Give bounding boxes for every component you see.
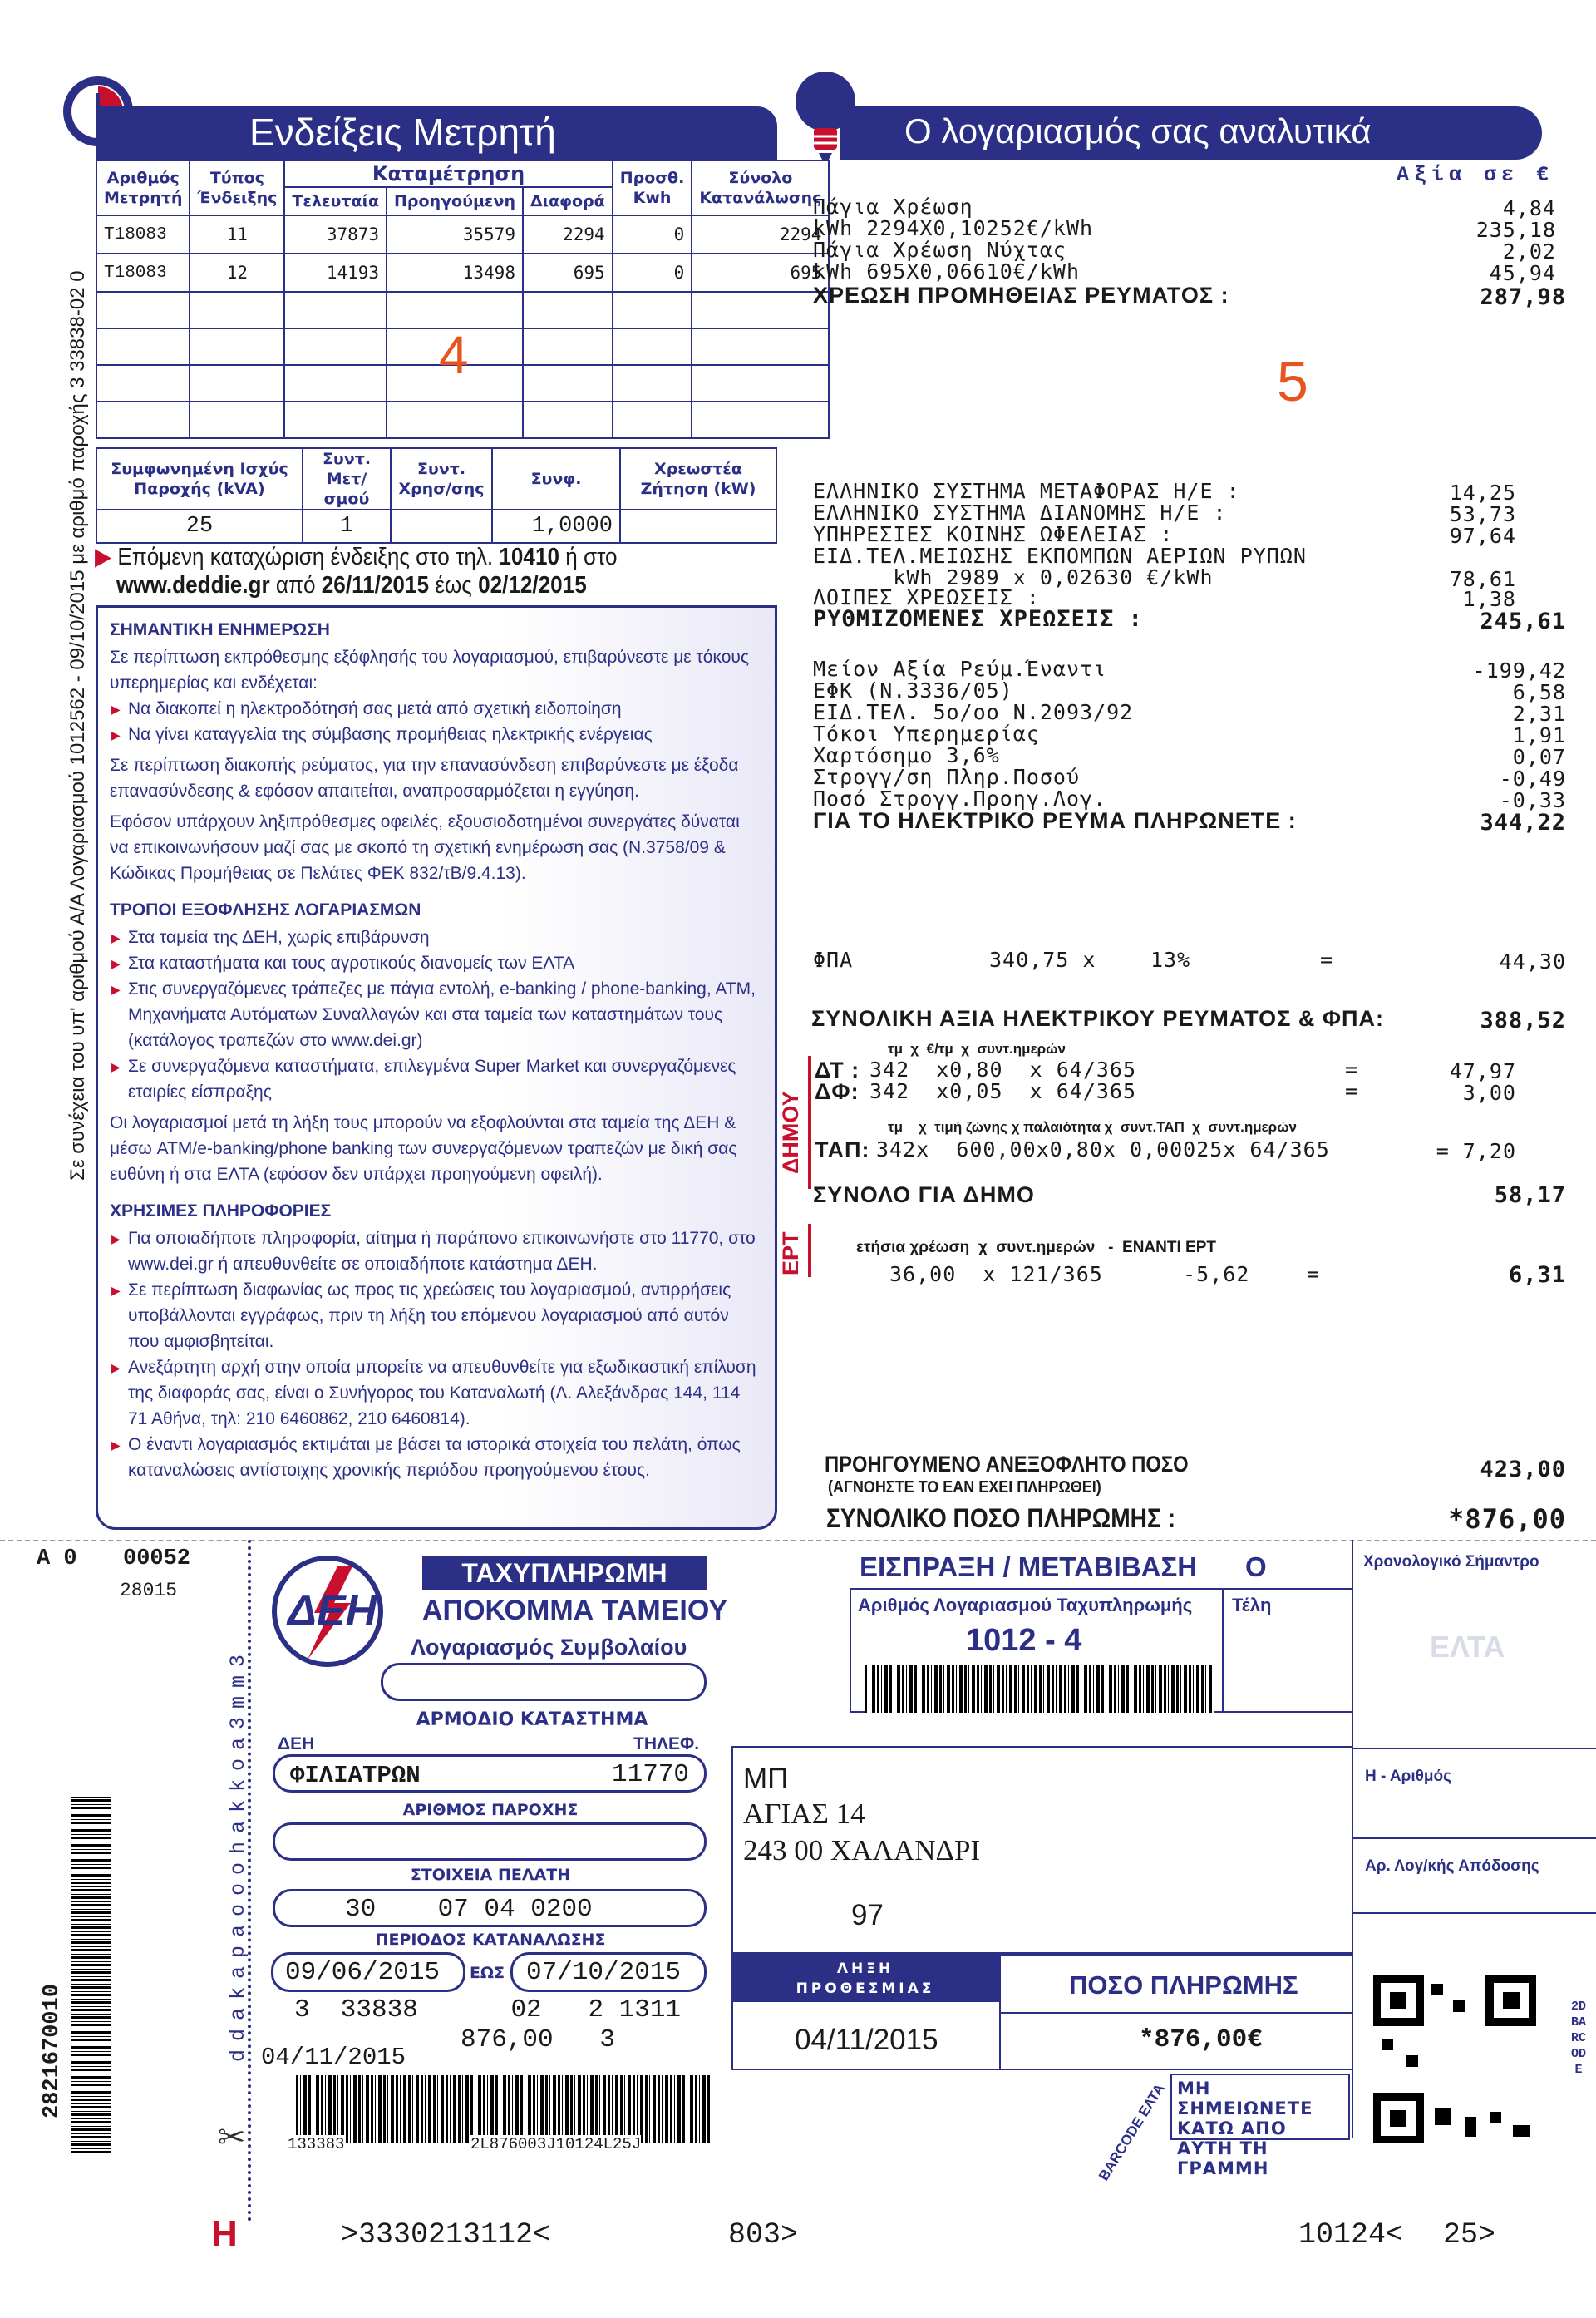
timestamp-label: Χρονολογικό Σήμαντρο bbox=[1363, 1553, 1539, 1571]
municipality-total: 58,17 bbox=[1494, 1182, 1566, 1208]
col-power-factor: Συνφ. bbox=[492, 448, 620, 510]
contract-label: Λογαριασμός Συμβολαίου bbox=[411, 1635, 687, 1660]
barcode-elta-label: BARCODE ΕΛΤΑ bbox=[1096, 2080, 1168, 2184]
side-reference-text: Σε συνέχεια του υπ' αριθμού Α/Α Λογαριασμού 1012562 - 09/10/2015 με αριθμό παροχής 3 33838-02 0 bbox=[66, 270, 89, 1181]
client-data-label: ΣΤΟΙΧΕΙΑ ΠΕΛΑΤΗ bbox=[410, 1866, 571, 1884]
supply-total-label: ΧΡΕΩΣΗ ΠΡΟΜΗΘΕΙΑΣ ΡΕΥΜΑΤΟΣ : bbox=[813, 283, 1229, 308]
issue-date: 04/11/2015 bbox=[261, 2044, 406, 2071]
value-header: Αξία σε € bbox=[1396, 163, 1554, 187]
regulated-total-label: ΡΥΘΜΙΖΟΜΕΝΕΣ ΧΡΕΩΣΕΙΣ : bbox=[813, 606, 1143, 632]
consumption-period-label: ΠΕΡΙΟΔΟΣ ΚΑΤΑΝΑΛΩΣΗΣ bbox=[375, 1931, 606, 1949]
next-reading-dates: www.deddie.gr από 26/11/2015 έως 02/12/2015 bbox=[116, 572, 587, 599]
store-label: ΑΡΜΟΔΙΟ ΚΑΤΑΣΤΗΜΑ bbox=[416, 1709, 648, 1730]
contract-parameters-table: Συμφωνημένη Ισχύς Παροχής (kVA) Συντ. Μετ/σμού Συντ. Χρησ/σης Συνφ. Χρεωστέα Ζήτηση (kW) 25 1 1,0000 bbox=[96, 447, 777, 544]
contract-account-field bbox=[381, 1663, 707, 1701]
qr-code bbox=[1373, 1975, 1536, 2143]
fees-separator bbox=[1222, 1588, 1224, 1713]
col-total-consumption: Σύνολο Κατανάλωσης bbox=[692, 160, 829, 215]
express-pay-banner: ΤΑΧΥΠΛΗΡΩΜΗ bbox=[422, 1556, 707, 1590]
col-usage-coef: Συντ. Χρησ/σης bbox=[391, 448, 492, 510]
previous-unpaid-label: ΠΡΟΗΓΟΥΜΕΝΟ ΑΝΕΞΟΦΛΗΤΟ ΠΟΣΟ bbox=[825, 1452, 1189, 1477]
ert-side-label: ΕΡΤ bbox=[778, 1231, 803, 1275]
address-line-2: ΑΓΙΑΣ 14 bbox=[743, 1798, 865, 1830]
grand-total-label: ΣΥΝΟΛΙΚΟ ΠΟΣΟ ΠΛΗΡΩΜΗΣ : bbox=[826, 1503, 1176, 1533]
receipt-no-divider bbox=[1352, 1837, 1596, 1839]
ert-bracket bbox=[808, 1224, 811, 1277]
h-mark: H bbox=[211, 2213, 238, 2254]
address-line-4: 97 bbox=[851, 1899, 884, 1931]
phone-label: ΤΗΛΕΦ. bbox=[633, 1734, 700, 1753]
code-line-2: 876,00 3 bbox=[461, 2025, 616, 2054]
meter-panel-header bbox=[96, 106, 777, 160]
store-field bbox=[273, 1754, 707, 1793]
scissors-icon: ✂ bbox=[218, 2118, 246, 2157]
collection-o: Ο bbox=[1245, 1551, 1267, 1582]
col-reading-type: Τύπος Ένδειξης bbox=[190, 160, 284, 215]
next-reading-line: ▶ Επόμενη καταχώριση ένδειξης στο τηλ. 10410 ή στο bbox=[95, 544, 618, 570]
vertical-left-code: 2821670010 bbox=[40, 1983, 65, 2118]
total-with-vat: 388,52 bbox=[1480, 1008, 1566, 1033]
previous-unpaid-note: (ΑΓΝΟΗΣΤΕ ΤΟ ΕΑΝ ΕΧΕΙ ΠΛΗΡΩΘΕΙ) bbox=[828, 1478, 1101, 1497]
no-mark-box: ΜΗ ΣΗΜΕΙΩΝΕΤΕ ΚΑΤΩ ΑΠΟ ΑΥΤΗ ΤΗ ΓΡΑΜΜΗ bbox=[1170, 2074, 1350, 2140]
notice-title: ΣΗΜΑΝΤΙΚΗ ΕΝΗΜΕΡΩΣΗ bbox=[110, 620, 330, 639]
ocr-code-2: 803> bbox=[728, 2218, 799, 2251]
arrow-right-icon: ▶ bbox=[95, 544, 112, 570]
barcode-text-2: 2L876003J10124L25J bbox=[470, 2135, 642, 2153]
store-phone: 11770 bbox=[611, 1760, 689, 1789]
municipality-total-label: ΣΥΝΟΛΟ ΓΙΑ ΔΗΜΟ bbox=[813, 1182, 1035, 1207]
address-line-3: 243 00 ΧΑΛΑΝΔΡΙ bbox=[743, 1834, 981, 1867]
analysis-title: Ο λογαριασμός σας αναλυτικά bbox=[904, 111, 1372, 150]
electricity-total: 344,22 bbox=[1480, 810, 1566, 836]
pay-amount-label: ΠΟΣΟ ΠΛΗΡΩΜΗΣ bbox=[1069, 1970, 1298, 2000]
cut-line-dotted bbox=[0, 1540, 1596, 1541]
slip-code-c: 28015 bbox=[120, 1580, 178, 1601]
ocr-code-3: 10124< bbox=[1298, 2218, 1404, 2251]
pay-amount-divider bbox=[999, 2012, 1352, 2014]
express-barcode bbox=[864, 1665, 1214, 1713]
col-previous: Προηγούμενη bbox=[387, 187, 523, 215]
slip-code-a: A 0 bbox=[37, 1546, 77, 1571]
section-number-5: 5 bbox=[1277, 350, 1308, 413]
analysis-header bbox=[840, 106, 1542, 160]
slip-left-separator bbox=[248, 1540, 251, 2222]
barcode-text-1: 133383 bbox=[288, 2135, 345, 2153]
col-added-kwh: Προσθ. Kwh bbox=[613, 160, 692, 215]
section-number-4: 4 bbox=[439, 325, 469, 385]
vat-value: 44,30 bbox=[1499, 949, 1566, 974]
table-row bbox=[96, 402, 829, 438]
express-number: 1012 - 4 bbox=[966, 1623, 1082, 1658]
electricity-total-label: ΓΙΑ ΤΟ ΗΛΕΚΤΡΙΚΟ ΡΕΥΜΑ ΠΛΗΡΩΝΕΤΕ : bbox=[813, 808, 1297, 833]
h-number-label: Η - Αριθμός bbox=[1365, 1768, 1452, 1785]
bottom-barcode bbox=[296, 2075, 715, 2143]
grand-total: *876,00 bbox=[1448, 1503, 1566, 1535]
due-date: 04/11/2015 bbox=[795, 2024, 938, 2056]
express-number-label: Αριθμός Λογαριασμού Ταχυπληρωμής bbox=[858, 1595, 1193, 1615]
address-line-1: ΜΠ bbox=[743, 1763, 789, 1795]
meter-panel-title: Ενδείξεις Μετρητή bbox=[249, 111, 556, 154]
col-demand: Χρεωστέα Ζήτηση (kW) bbox=[620, 448, 776, 510]
slip-code-b: 00052 bbox=[123, 1546, 191, 1571]
municipality-bracket bbox=[808, 1056, 811, 1189]
useful-info-title: ΧΡΗΣΙΜΕΣ ΠΛΗΡΟΦΟΡΙΕΣ bbox=[110, 1201, 332, 1221]
supply-total: 287,98 bbox=[1480, 284, 1566, 310]
period-to-field: 07/10/2015 bbox=[510, 1952, 707, 1992]
table-row bbox=[96, 292, 829, 328]
municipality-side-label: ΔΗΜΟΥ bbox=[778, 1091, 803, 1174]
slip-right-separator bbox=[1352, 1540, 1353, 2138]
h-number-divider bbox=[1352, 1748, 1596, 1749]
client-data-field: 30 07 04 0200 bbox=[273, 1889, 707, 1927]
left-vertical-barcode bbox=[71, 1796, 111, 2153]
col-meter-no: Αριθμός Μετρητή bbox=[96, 160, 190, 215]
qr-divider bbox=[1352, 1912, 1596, 1914]
supply-number-label: ΑΡΙΘΜΟΣ ΠΑΡΟΧΗΣ bbox=[402, 1801, 579, 1819]
receipt-no-label: Αρ. Λογ/κής Απόδοσης bbox=[1365, 1857, 1539, 1875]
collection-title: ΕΙΣΠΡΑΞΗ / ΜΕΤΑΒΙΒΑΣΗ bbox=[860, 1551, 1198, 1582]
table-row: T18083 11 37873 35579 2294 0 2294 bbox=[96, 215, 829, 254]
table-row: T18083 12 14193 13498 695 0 695 bbox=[96, 254, 829, 292]
elta-watermark: ΕΛΤΑ bbox=[1430, 1630, 1505, 1664]
barcode2d-label: 2D BARCODE bbox=[1571, 2000, 1587, 2077]
ocr-code-1: >3330213112< bbox=[341, 2218, 551, 2251]
col-measurement: Καταμέτρηση bbox=[284, 160, 612, 187]
pay-amount: *876,00€ bbox=[1139, 2025, 1263, 2054]
col-meter-coef: Συντ. Μετ/σμού bbox=[303, 448, 391, 510]
col-last: Τελευταία bbox=[284, 187, 387, 215]
vertical-marks: ddakapaooohakkoa3mm3 bbox=[226, 1645, 250, 2062]
code-line-1: 3 33838 02 2 1311 bbox=[294, 1995, 682, 2025]
supply-number-field bbox=[273, 1822, 707, 1861]
col-difference: Διαφορά bbox=[523, 187, 613, 215]
dei-label: ΔΕΗ bbox=[278, 1734, 315, 1753]
period-from-field: 09/06/2015 bbox=[271, 1952, 466, 1992]
fees-label: Τέλη bbox=[1232, 1595, 1272, 1615]
total-with-vat-label: ΣΥΝΟΛΙΚΗ ΑΞΙΑ ΗΛΕΚΤΡΙΚΟΥ ΡΕΥΜΑΤΟΣ & ΦΠΑ: bbox=[811, 1006, 1385, 1031]
due-label-banner: ΛΗΞΗ ΠΡΟΘΕΣΜΙΑΣ ΠΛΗΡΩΜΗΣ bbox=[732, 1956, 999, 2002]
dei-logo-text: ΔΕΗ bbox=[288, 1587, 377, 1635]
meter-readings-table bbox=[96, 160, 830, 439]
ocr-code-4: 25> bbox=[1443, 2218, 1496, 2251]
col-agreed-power: Συμφωνημένη Ισχύς Παροχής (kVA) bbox=[96, 448, 303, 510]
ert-value: 6,31 bbox=[1508, 1262, 1566, 1288]
info-box: ΣΗΜΑΝΤΙΚΗ ΕΝΗΜΕΡΩΣΗ Σε περίπτωση εκπρόθεσμης εξόφλησής του λογαριασμού, επιβαρύνεστε με τόκους υπερημερίας και ενδέχεται: ▶ Να διακοπεί η ηλεκτροδότησή σας μετά από σχετική ειδοποίηση ▶ Να γίνει καταγγελία της σύμβασης προμήθειας ηλεκτρικής ενέργειας Σε περίπτωση διακοπής ρεύματος, για την επανασύνδεση επιβαρύνεστε με έξοδα επανασύνδεσης & εφόσον απαιτείται, αναπροσαρμόζεται η εγγύηση. Εφόσον υπάρχουν ληξιπρόθεσμες οφειλές, εξουσιοδοτημένοι συνεργάτες δύναται να επικοινωνήσουν μαζί σας με σκοπό τη σχετική ενημέρωση σας (Ν.3758/09 & Κώδικας Προμήθειας σε Πελάτες ΦΕΚ 832/τΒ/9.4.13). ΤΡΟΠΟΙ ΕΞΟΦΛΗΣΗΣ ΛΟΓΑΡΙΑΣΜΩΝ ▶ Στα ταμεία της ΔΕΗ, χωρίς επιβάρυνση ▶ Στα καταστήματα και τους αγροτικούς διανομείς των ΕΛΤΑ ▶ Στις συνεργαζόμενες τράπεζες με πάγια εντολή, e-banking / phone-banking, ATM, Μηχανήματα Αυτόματων Συναλλαγών και στα ταμεία των καταστημάτων τους (κατάλογος τραπεζών στο www.dei.gr) ▶ Σε συνεργαζόμενα καταστήματα, επιλεγμένα Super Market και συνεργαζόμενες εταιρίες είσπραξης Οι λογαριασμοί μετά τη λήξη τους μπορούν να εξοφλούνται στα ταμεία της ΔΕΗ & μέσω ATM/e-banking/phone banking των συνεργαζόμενων τραπεζών με δική σας ευθύνη ή στα ΕΛΤΑ (εφόσον δεν υπάρχει προηγούμενη οφειλή). ΧΡΗΣΙΜΕΣ ΠΛΗΡΟΦΟΡΙΕΣ ▶ Για οποιαδήποτε πληροφορία, αίτημα ή παράπονο επικοινωνήστε στο 11770, στο www.dei.gr ή απευθυνθείτε σε οποιαδήποτε κατάστημα ΔΕΗ. ▶ Σε περίπτωση διαφωνίας ως προς τις χρεώσεις του λογαριασμού, αντιρρήσεις υποβάλλονται εγγράφως, πριν τη λήξη του επόμενου λογαριασμού από αυτόν που αμφισβητείται. ▶ Ανεξάρτητη αρχή στην οποία μπορείτε να απευθυνθείτε για εξωδικαστική επίλυση της διαφοράς σας, είναι ο Συνήγορος του Καταναλωτή (Λ. Αλεξάνδρας 144, 114 71 Αθήνα, τηλ: 210 6460862, 210 6460814). ▶ Ο έναντι λογαριασμός εκτιμάται με βάσει τα ιστορικά στοιχεία του πελάτη, όπως καταναλώσεις αντίστοιχης χρονικής περιόδου προηγούμενου έτους. bbox=[96, 605, 777, 1530]
regulated-total: 245,61 bbox=[1480, 609, 1566, 634]
receipt-title: ΑΠΟΚΟΜΜΑ ΤΑΜΕΙΟΥ bbox=[422, 1595, 728, 1626]
previous-unpaid: 423,00 bbox=[1480, 1457, 1566, 1482]
store-name: ΦΙΛΙΑΤΡΩΝ bbox=[290, 1762, 421, 1789]
payment-methods-title: ΤΡΟΠΟΙ ΕΞΟΦΛΗΣΗΣ ΛΟΓΑΡΙΑΣΜΩΝ bbox=[110, 900, 421, 920]
dei-logo bbox=[271, 1555, 384, 1668]
